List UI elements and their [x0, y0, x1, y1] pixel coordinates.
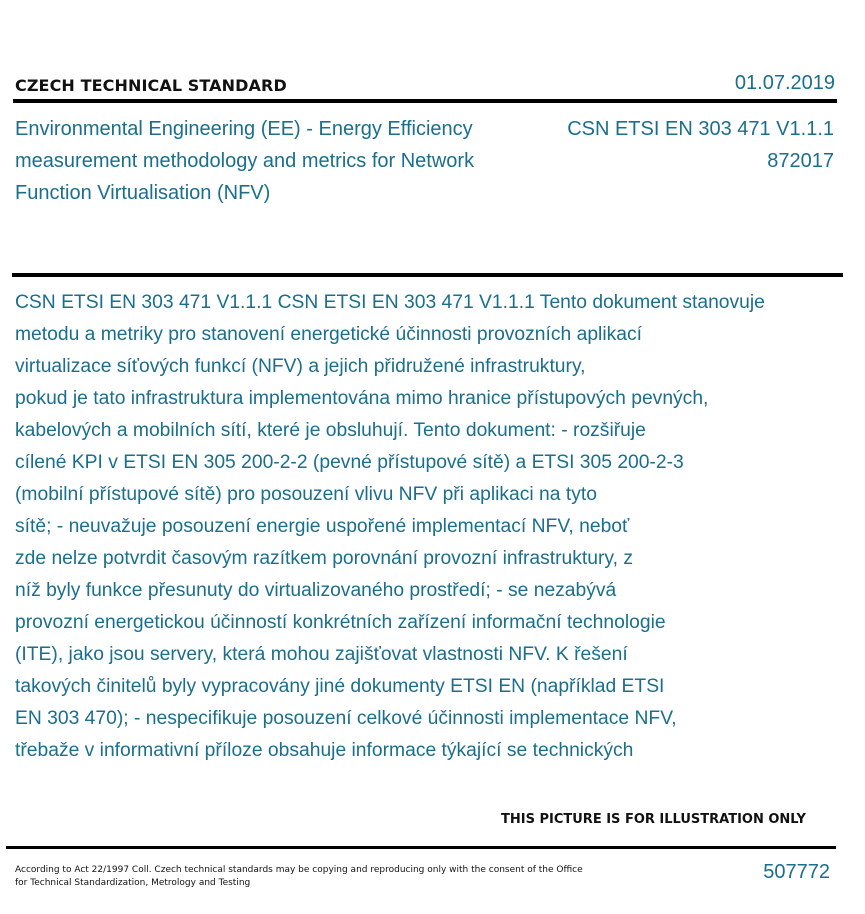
standard-type-label: CZECH TECHNICAL STANDARD [15, 76, 287, 95]
abstract-line: kabelových a mobilních sítí, které je obsluhují. Tento dokument: - rozšiřuje [15, 420, 646, 441]
title-line: Function Virtualisation (NFV) [15, 182, 271, 204]
abstract-line: EN 303 470); - nespecifikuje posouzení celkové účinnosti implementace NFV, [15, 708, 677, 729]
abstract-text [15, 287, 865, 767]
abstract-line: sítě; - neuvažuje posouzení energie uspořené implementací NFV, neboť [15, 516, 630, 537]
abstract-line: virtualizace síťových funkcí (NFV) a jejich přidružené infrastruktury, [15, 356, 586, 377]
publication-date: 01.07.2019 [734, 72, 835, 94]
bottom-divider [6, 846, 836, 849]
abstract-line: zde nelze potvrdit časovým razítkem porovnání provozní infrastruktury, z [15, 548, 633, 569]
illustration-notice: THIS PICTURE IS FOR ILLUSTRATION ONLY [501, 812, 806, 827]
top-divider [13, 99, 837, 103]
abstract-line: cílené KPI v ETSI EN 305 200-2-2 (pevné přístupové sítě) a ETSI 305 200-2-3 [15, 452, 684, 473]
copyright-note [15, 864, 585, 890]
middle-divider [12, 273, 843, 277]
document-id: 507772 [763, 861, 830, 883]
copyright-line: According to Act 22/1997 Coll. Czech technical standards may be copying and reproducing only with the consent of the Office [15, 865, 583, 875]
copyright-line: for Technical Standardization, Metrology and Testing [15, 878, 251, 888]
document-title [15, 113, 525, 209]
standard-number: 872017 [767, 150, 834, 172]
abstract-line: třebaže v informativní příloze obsahuje informace týkající se technických [15, 740, 634, 761]
standard-identifier [567, 113, 834, 177]
abstract-line: pokud je tato infrastruktura implementována mimo hranice přístupových pevných, [15, 388, 709, 409]
abstract-line: (mobilní přístupové sítě) pro posouzení vlivu NFV při aplikaci na tyto [15, 484, 597, 505]
abstract-line: metodu a metriky pro stanovení energetické účinnosti provozních aplikací [15, 324, 642, 345]
title-line: measurement methodology and metrics for Network [15, 150, 475, 172]
title-line: Environmental Engineering (EE) - Energy Efficiency [15, 118, 473, 140]
abstract-line: (ITE), jako jsou servery, která mohou zajišťovat vlastnosti NFV. K řešení [15, 644, 628, 665]
abstract-line: provozní energetickou účinností konkrétních zařízení informační technologie [15, 612, 666, 633]
abstract-line: takových činitelů byly vypracovány jiné dokumenty ETSI EN (například ETSI [15, 676, 665, 697]
standard-code: CSN ETSI EN 303 471 V1.1.1 [567, 118, 834, 140]
abstract-line: CSN ETSI EN 303 471 V1.1.1 CSN ETSI EN 303 471 V1.1.1 Tento dokument stanovuje [15, 292, 765, 313]
abstract-line: níž byly funkce přesunuty do virtualizovaného prostředí; - se nezabývá [15, 580, 617, 601]
